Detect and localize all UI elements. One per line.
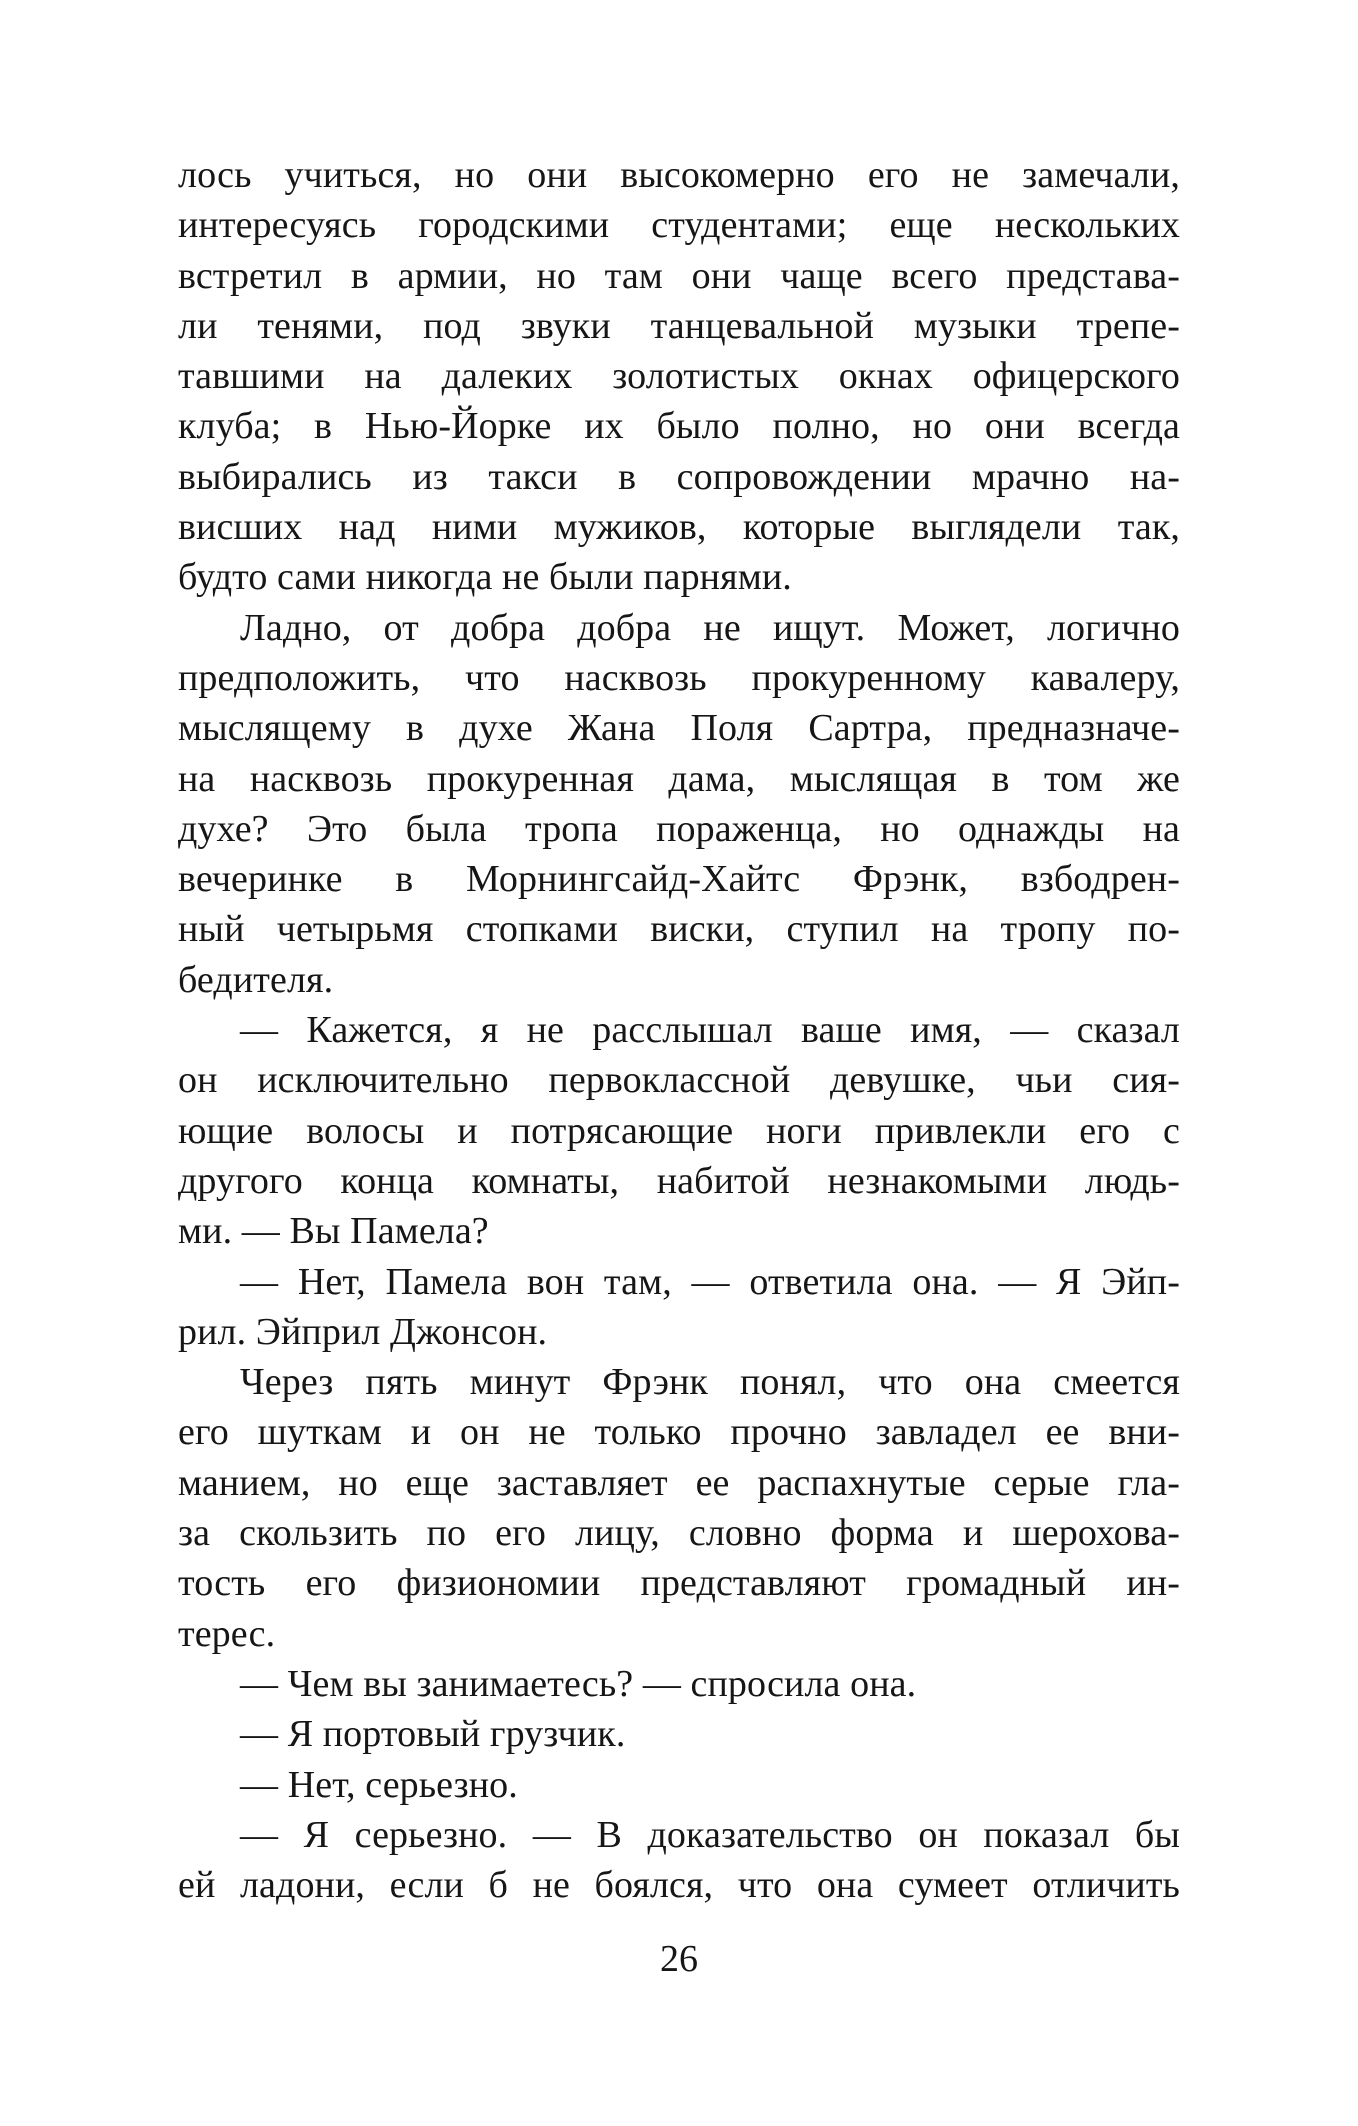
text-line: на насквозь прокуренная дама, мыслящая в том же <box>178 757 1180 800</box>
text-line: будто сами никогда не были парнями. <box>178 556 792 599</box>
page-number: 26 <box>660 1938 698 1980</box>
text-line: ный четырьмя стопками виски, ступил на тропу по- <box>178 908 1180 951</box>
text-line: интересуясь городскими студентами; еще нескольких <box>178 204 1180 247</box>
text-line: тость его физиономии представляют громадный ин- <box>178 1562 1180 1605</box>
text-line: рил. Эйприл Джонсон. <box>178 1310 548 1353</box>
text-line: духе? Это была тропа пораженца, но однажды на <box>178 807 1180 850</box>
text-line: за скользить по его лицу, словно форма и шерохова- <box>178 1512 1180 1555</box>
text-line: его шуткам и он не только прочно завладел ее вни- <box>178 1411 1180 1454</box>
text-line: манием, но еще заставляет ее распахнутые серые гла- <box>178 1461 1180 1504</box>
text-line: ли тенями, под звуки танцевальной музыки трепе- <box>178 304 1180 347</box>
text-line: клуба; в Нью-Йорке их было полно, но они всегда <box>178 405 1180 448</box>
text-line: — Нет, Памела вон там, — ответила она. — Я Эйп- <box>240 1260 1180 1303</box>
text-line: выбирались из такси в сопровождении мрачно на- <box>178 455 1180 498</box>
text-line: встретил в армии, но там они чаще всего представа- <box>178 254 1180 297</box>
text-line: — Кажется, я не расслышал ваше имя, — сказал <box>240 1009 1180 1052</box>
text-line: бедителя. <box>178 958 334 1001</box>
text-line: другого конца комнаты, набитой незнакомыми людь- <box>178 1159 1180 1202</box>
text-line: ей ладони, если б не боялся, что она сумеет отличить <box>178 1864 1180 1907</box>
text-line: тавшими на далеких золотистых окнах офицерского <box>178 355 1180 398</box>
text-line: ми. — Вы Памела? <box>178 1210 489 1253</box>
text-line: мыслящему в духе Жана Поля Сартра, предназначе- <box>178 707 1180 750</box>
text-line: ющие волосы и потрясающие ноги привлекли его с <box>178 1109 1180 1152</box>
text-line: — Чем вы занимаетесь? — спросила она. <box>240 1662 917 1705</box>
text-line: висших над ними мужиков, которые выглядели так, <box>178 506 1180 549</box>
text-line: Через пять минут Фрэнк понял, что она смеется <box>240 1361 1180 1404</box>
text-line: — Я серьезно. — В доказательство он показал бы <box>240 1813 1180 1856</box>
text-line: — Я портовый грузчик. <box>240 1713 626 1756</box>
text-line: вечеринке в Морнингсайд-Хайтс Фрэнк, взбодрен- <box>178 858 1180 901</box>
text-line: он исключительно первоклассной девушке, чьи сия- <box>178 1059 1180 1102</box>
body-text <box>178 150 1180 1910</box>
text-line: лось учиться, но они высокомерно его не замечали, <box>178 154 1180 196</box>
text-line: — Нет, серьезно. <box>240 1763 518 1806</box>
text-line: Ладно, от добра добра не ищут. Может, логично <box>240 606 1180 649</box>
text-line: терес. <box>178 1612 276 1655</box>
text-line: предположить, что насквозь прокуренному кавалеру, <box>178 656 1180 699</box>
